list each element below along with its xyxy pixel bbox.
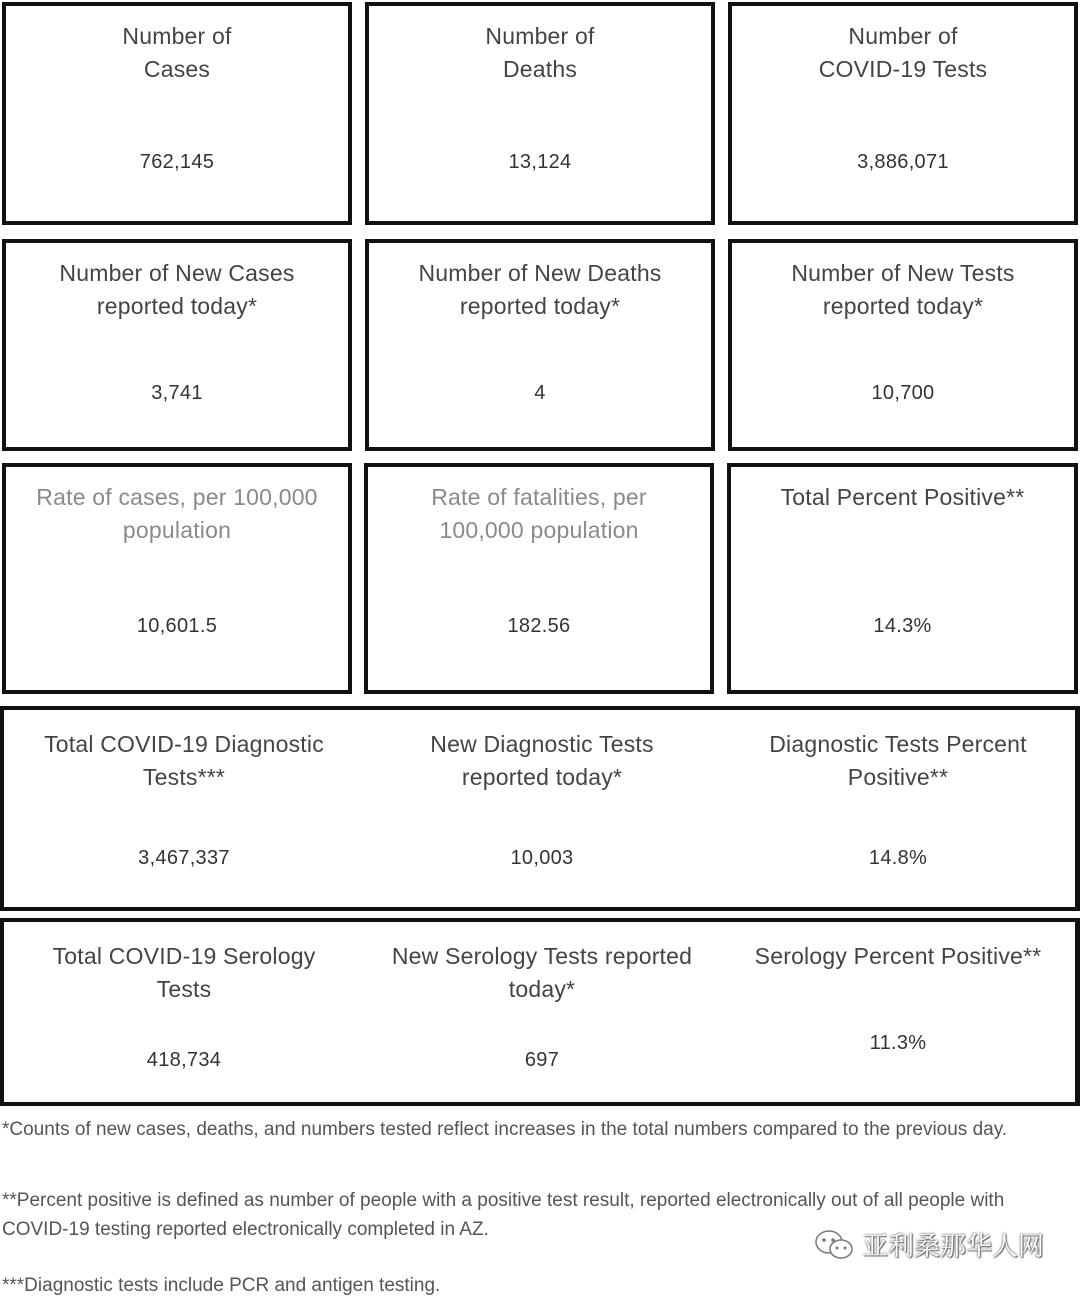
title-line: Total COVID-19 Serology bbox=[52, 943, 316, 969]
title-line: Tests bbox=[156, 976, 212, 1002]
card-value: 3,886,071 bbox=[857, 151, 949, 173]
card-title bbox=[12, 940, 356, 1006]
title-line: Number of bbox=[485, 23, 595, 49]
title-line: reported today* bbox=[822, 293, 984, 319]
new-cases-card bbox=[2, 239, 352, 451]
total-percent-positive-card bbox=[727, 463, 1078, 694]
card-value: 10,003 bbox=[510, 847, 574, 869]
cases-card bbox=[2, 2, 352, 225]
card-title bbox=[740, 257, 1066, 323]
serology-total-column bbox=[4, 922, 364, 1102]
title-line: Rate of cases, per 100,000 bbox=[36, 484, 318, 510]
card-title bbox=[739, 481, 1066, 514]
case-rate-card bbox=[2, 463, 352, 694]
deaths-card bbox=[365, 2, 715, 225]
card-title bbox=[740, 20, 1066, 86]
card-title bbox=[377, 257, 703, 323]
watermark-text: 亚利桑那华人网 bbox=[861, 1232, 1044, 1262]
footnote-diagnostic-tests bbox=[2, 1271, 1072, 1300]
card-value: 14.3% bbox=[873, 615, 932, 637]
card-title bbox=[14, 481, 340, 547]
card-value: 10,601.5 bbox=[136, 615, 218, 637]
wechat-icon bbox=[814, 1228, 854, 1262]
card-title bbox=[370, 728, 714, 794]
card-value: 13,124 bbox=[508, 151, 572, 173]
card-title bbox=[370, 940, 714, 1006]
card-title bbox=[377, 20, 703, 86]
card-title bbox=[726, 940, 1070, 973]
title-line: Number of New Deaths bbox=[418, 260, 662, 286]
serology-percent-column bbox=[718, 922, 1078, 1102]
title-line: Diagnostic Tests Percent bbox=[769, 731, 1027, 757]
card-value: 3,741 bbox=[151, 382, 203, 404]
serology-panel bbox=[0, 918, 1080, 1106]
serology-new-column bbox=[362, 922, 722, 1102]
footnote-text: *Counts of new cases, deaths, and numbers tested reflect increases in the total numbers compared to the previous day. bbox=[2, 1119, 1008, 1140]
title-line: Positive** bbox=[847, 764, 949, 790]
card-value: 10,700 bbox=[871, 382, 935, 404]
card-title bbox=[376, 481, 702, 547]
title-line: COVID-19 Tests bbox=[818, 56, 988, 82]
title-line: Number of bbox=[122, 23, 232, 49]
title-line: Cases bbox=[143, 56, 211, 82]
card-title bbox=[726, 728, 1070, 794]
footnote-new-counts bbox=[2, 1115, 1072, 1144]
card-title bbox=[14, 20, 340, 86]
diagnostic-total-column bbox=[4, 710, 364, 907]
diagnostic-new-column bbox=[362, 710, 722, 907]
card-value: 14.8% bbox=[868, 847, 928, 869]
tests-card bbox=[728, 2, 1078, 225]
diagnostic-panel bbox=[0, 706, 1080, 911]
watermark bbox=[814, 1226, 1044, 1263]
title-line: New Diagnostic Tests bbox=[430, 731, 654, 757]
title-line: Serology Percent Positive** bbox=[754, 943, 1042, 969]
title-line: 100,000 population bbox=[439, 517, 639, 543]
new-tests-card bbox=[728, 239, 1078, 451]
footnote-text: **Percent positive is defined as number of people with a positive test result, reported electronically out of all people with COVID-19 testing reported electronically completed in AZ. bbox=[2, 1190, 1005, 1240]
card-value: 762,145 bbox=[139, 151, 215, 173]
card-value: 418,734 bbox=[146, 1049, 222, 1071]
title-line: reported today* bbox=[96, 293, 258, 319]
card-value: 697 bbox=[524, 1049, 560, 1071]
title-line: Number of New Tests bbox=[791, 260, 1015, 286]
title-line: population bbox=[122, 517, 232, 543]
diagnostic-percent-column bbox=[718, 710, 1078, 907]
card-title bbox=[14, 257, 340, 323]
title-line: Total COVID-19 Diagnostic bbox=[44, 731, 324, 757]
title-line: Deaths bbox=[502, 56, 578, 82]
card-title bbox=[12, 728, 356, 794]
card-value: 3,467,337 bbox=[138, 847, 230, 869]
new-deaths-card bbox=[365, 239, 715, 451]
card-value: 182.56 bbox=[507, 615, 571, 637]
title-line: reported today* bbox=[461, 764, 623, 790]
footnote-text: ***Diagnostic tests include PCR and antigen testing. bbox=[2, 1275, 441, 1296]
title-line: Tests*** bbox=[142, 764, 226, 790]
title-line: reported today* bbox=[459, 293, 621, 319]
title-line: Number of New Cases bbox=[59, 260, 295, 286]
title-line: Rate of fatalities, per bbox=[431, 484, 647, 510]
fatality-rate-card bbox=[364, 463, 714, 694]
card-value: 11.3% bbox=[869, 1032, 927, 1054]
title-line: today* bbox=[508, 976, 576, 1002]
card-value: 4 bbox=[534, 382, 546, 404]
title-line: New Serology Tests reported bbox=[391, 943, 693, 969]
title-line: Number of bbox=[848, 23, 958, 49]
title-line: Total Percent Positive** bbox=[780, 484, 1025, 510]
